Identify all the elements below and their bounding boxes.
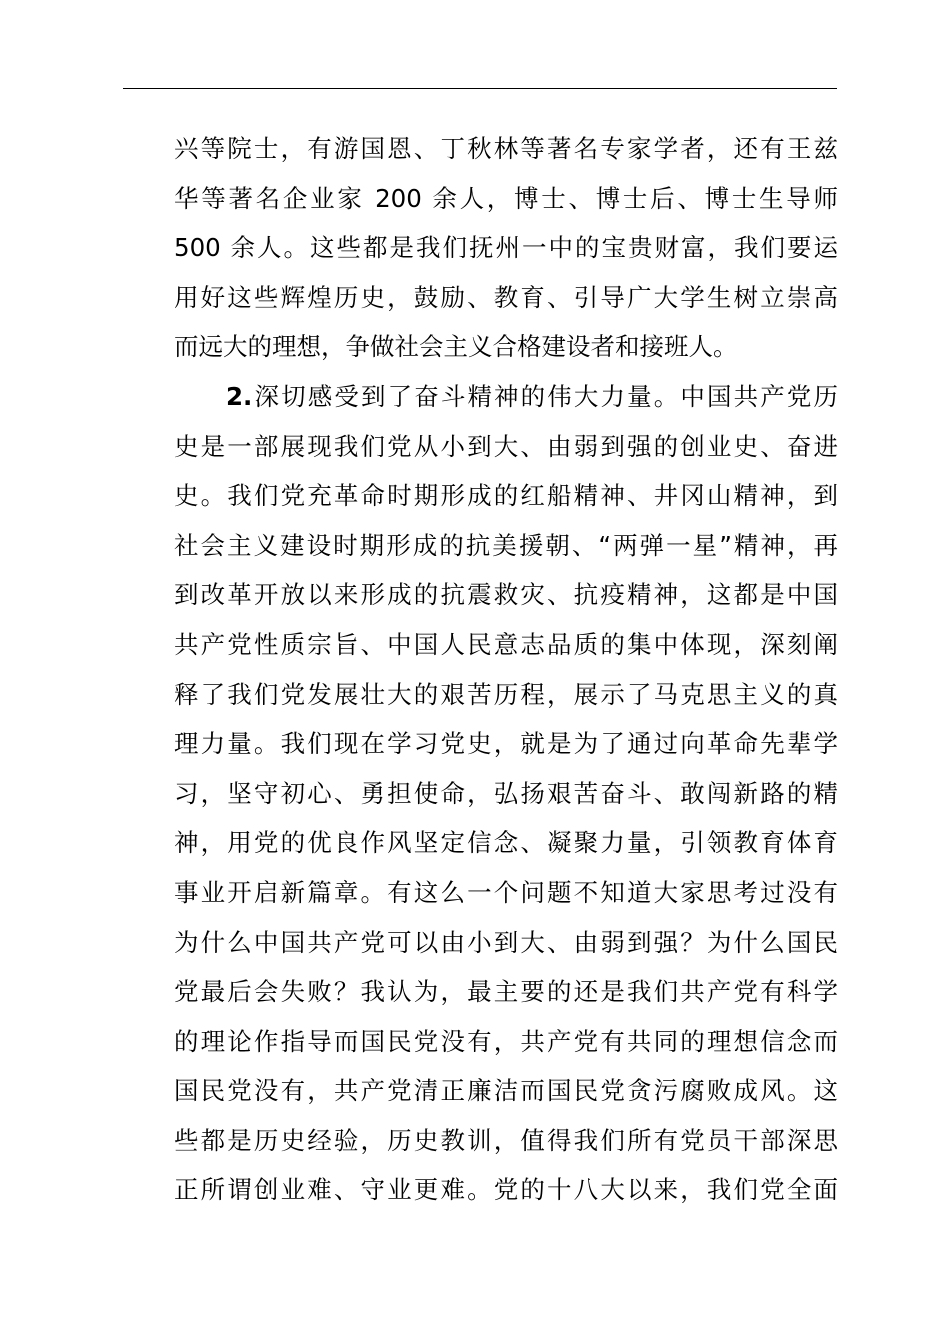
text-line: 习，坚守初心、勇担使命，弘扬艰苦奋斗、敢闯新路的精 — [174, 778, 838, 808]
text-line: 到改革开放以来形成的抗震救灾、抗疫精神，这都是中国 — [174, 580, 838, 610]
section-heading-line — [174, 372, 838, 422]
paragraph-section-2 — [174, 372, 838, 1215]
text-line: 为什么中国共产党可以由小到大、由弱到强？为什么国民 — [174, 927, 838, 957]
text-line: 社会主义建设时期形成的抗美援朝、“两弹一星”精神，再 — [174, 530, 838, 560]
text-line: 兴等院士，有游国恩、丁秋林等著名专家学者，还有王兹 — [174, 134, 838, 163]
text-line: 国民党没有，共产党清正廉洁而国民党贪污腐败成风。这 — [174, 1076, 838, 1106]
document-body — [174, 124, 838, 1215]
text-line: 理力量。我们现在学习党史，就是为了通过向革命先辈学 — [174, 729, 838, 759]
text-line: 正所谓创业难、守业更难。党的十八大以来，我们党全面 — [174, 1175, 838, 1205]
text-line: 华等著名企业家 200 余人，博士、博士后、博士生导师 — [174, 183, 838, 213]
section-number: 2. — [226, 381, 253, 411]
text-line: 事业开启新篇章。有这么一个问题不知道大家思考过没有 — [174, 877, 838, 907]
paragraph-continuation — [174, 124, 838, 372]
section-heading-text: 深切感受到了奋斗精神的伟大力量。中国共产党历 — [252, 381, 838, 411]
text-line: 史。我们党充革命时期形成的红船精神、井冈山精神，到 — [174, 481, 838, 511]
text-line: 500 余人。这些都是我们抚州一中的宝贵财富，我们要运 — [174, 233, 838, 263]
text-line: 释了我们党发展壮大的艰苦历程，展示了马克思主义的真 — [174, 679, 838, 709]
text-line: 神，用党的优良作风坚定信念、凝聚力量，引领教育体育 — [174, 828, 838, 858]
text-line: 用好这些辉煌历史，鼓励、教育、引导广大学生树立崇高 — [174, 282, 838, 312]
text-line: 的理论作指导而国民党没有，共产党有共同的理想信念而 — [174, 1026, 838, 1056]
text-line: 共产党性质宗旨、中国人民意志品质的集中体现，深刻阐 — [174, 629, 838, 659]
header-rule — [123, 88, 837, 89]
text-line: 党最后会失败？我认为，最主要的还是我们共产党有科学 — [174, 977, 838, 1007]
text-line: 些都是历史经验，历史教训，值得我们所有党员干部深思 — [174, 1125, 838, 1155]
text-line: 而远大的理想，争做社会主义合格建设者和接班人。 — [174, 332, 738, 362]
text-line: 史是一部展现我们党从小到大、由弱到强的创业史、奋进 — [174, 431, 838, 461]
